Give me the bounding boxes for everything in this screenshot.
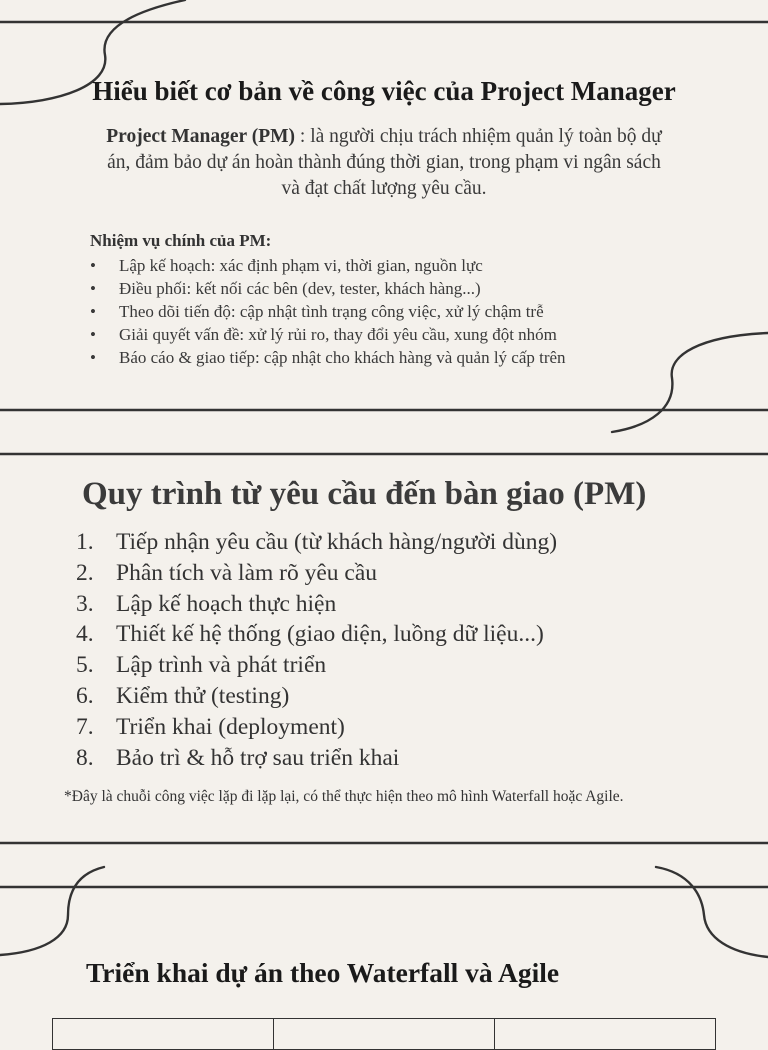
slide-title: Triển khai dự án theo Waterfall và Agile (86, 957, 560, 988)
step-text: Phân tích và làm rõ yêu cầu (116, 559, 378, 586)
table-cell (495, 1019, 716, 1050)
bullet: • (90, 302, 96, 321)
slide-waterfall-agile (0, 850, 768, 1024)
intro-text: : là người chịu trách nhiệm quản lý toàn bộ dự án, đảm bảo dự án hoàn thành đúng thời gian, trong phạm vi ngân sách và đạt chất lượng yêu cầu. (107, 126, 662, 199)
bullet: • (90, 325, 96, 344)
slide-title: Hiểu biết cơ bản về công việc của Project Manager (92, 76, 676, 106)
step-number: 4. (76, 621, 94, 648)
slide-pm-basics (0, 0, 768, 440)
list-item-text: Theo dõi tiến độ: cập nhật tình trạng công việc, xử lý chậm trễ (119, 302, 544, 321)
slide-pm-process (0, 440, 768, 850)
tasks-list (90, 254, 566, 369)
list-item (90, 254, 566, 277)
list-item (90, 300, 566, 323)
footnote: *Đây là chuỗi công việc lặp đi lặp lại, có thể thực hiện theo mô hình Waterfall hoặc Agile. (64, 788, 624, 805)
step-number: 1. (76, 529, 94, 555)
list-item (76, 558, 557, 589)
step-text: Kiểm thử (testing) (116, 682, 290, 709)
table-row (53, 1019, 716, 1050)
step-text: Thiết kế hệ thống (giao diện, luồng dữ liệu...) (116, 621, 544, 648)
step-text: Bảo trì & hỗ trợ sau triển khai (116, 744, 400, 771)
slide-title: Quy trình từ yêu cầu đến bàn giao (PM) (82, 476, 647, 512)
intro-term: Project Manager (PM) (106, 126, 296, 147)
list-item (76, 527, 557, 558)
bullet: • (90, 279, 96, 298)
step-number: 8. (76, 744, 94, 771)
list-item (76, 619, 557, 650)
list-item-text: Giải quyết vấn đề: xử lý rủi ro, thay đổi yêu cầu, xung đột nhóm (119, 325, 557, 344)
process-steps-list (76, 527, 557, 773)
step-number: 6. (76, 682, 94, 709)
list-item (76, 712, 557, 743)
list-item (76, 589, 557, 620)
table-cell (274, 1019, 495, 1050)
list-item (90, 277, 566, 300)
list-item (76, 743, 557, 774)
step-text: Lập trình và phát triển (116, 652, 327, 679)
step-number: 7. (76, 713, 94, 740)
step-number: 3. (76, 590, 94, 617)
list-item (76, 681, 557, 712)
step-text: Triển khai (deployment) (116, 713, 345, 740)
intro-paragraph (104, 124, 664, 202)
step-text: Lập kế hoạch thực hiện (116, 590, 337, 617)
list-item-text: Lập kế hoạch: xác định phạm vi, thời gian, nguồn lực (119, 256, 483, 275)
list-item (90, 323, 566, 346)
list-item-text: Điều phối: kết nối các bên (dev, tester, khách hàng...) (119, 279, 481, 298)
list-item-text: Báo cáo & giao tiếp: cập nhật cho khách hàng và quản lý cấp trên (119, 348, 566, 367)
tasks-heading: Nhiệm vụ chính của PM: (90, 231, 272, 250)
comparison-table (52, 1018, 716, 1050)
list-item (76, 650, 557, 681)
table-cell (53, 1019, 274, 1050)
list-item (90, 346, 566, 369)
bullet: • (90, 348, 96, 367)
step-number: 2. (76, 559, 94, 586)
step-text: Tiếp nhận yêu cầu (từ khách hàng/người dùng) (116, 529, 558, 555)
step-number: 5. (76, 652, 94, 679)
bullet: • (90, 256, 96, 275)
